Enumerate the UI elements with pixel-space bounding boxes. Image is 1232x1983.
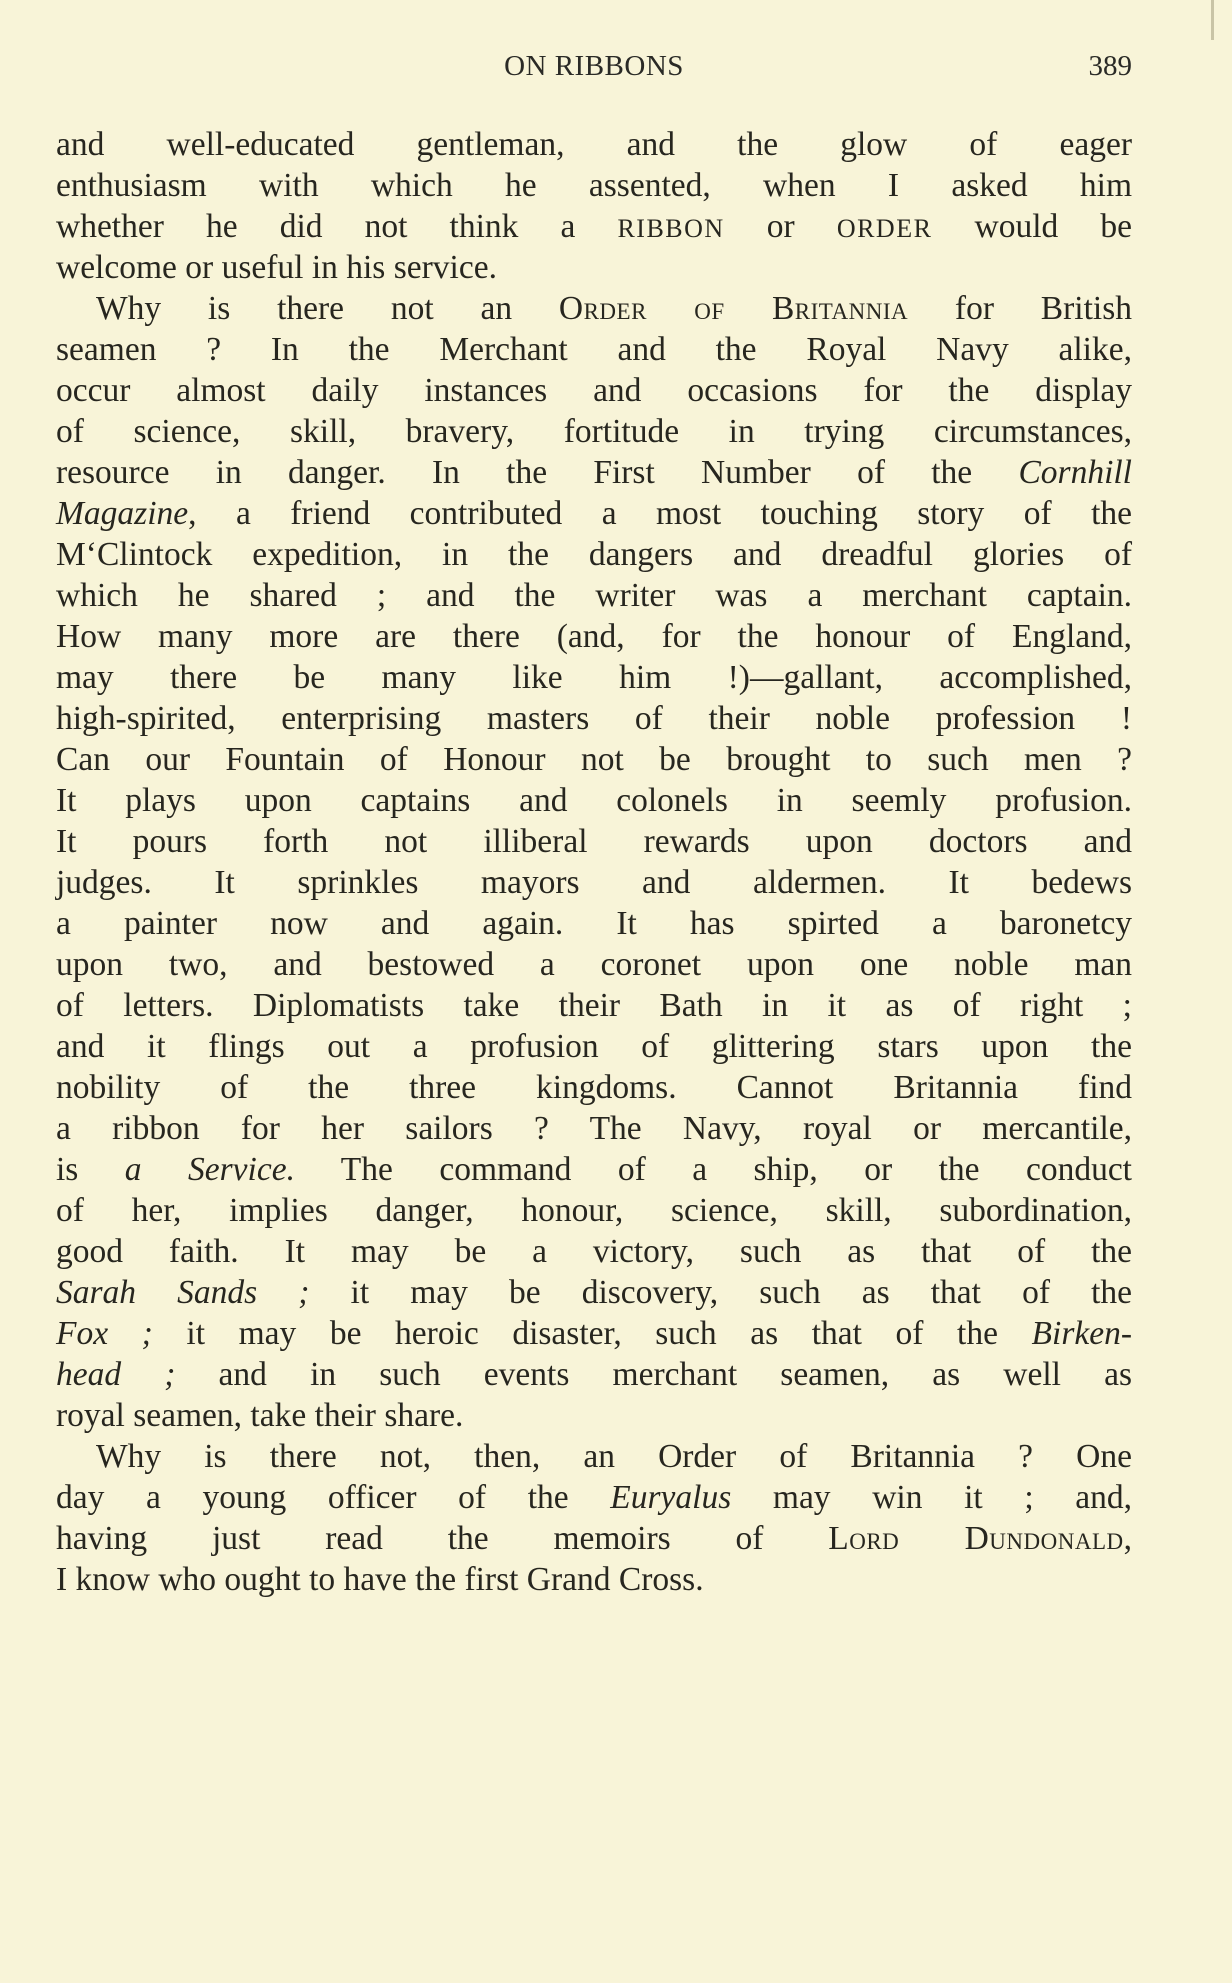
text-segment: Euryalus xyxy=(610,1479,732,1516)
text-segment: judges. It sprinkles mayors and aldermen. It bedews xyxy=(56,864,1132,901)
text-line xyxy=(56,780,1132,821)
text-segment: welcome or useful in his service. xyxy=(56,249,497,286)
text-line xyxy=(56,903,1132,944)
text-segment: and it flings out a profusion of glittering stars upon the xyxy=(56,1028,1132,1065)
text-segment: M‘Clintock expedition, in the dangers and dreadful glories of xyxy=(56,536,1132,573)
text-segment: , a friend contributed a most touching story of the xyxy=(188,495,1132,532)
text-line xyxy=(56,1354,1132,1395)
text-segment: Can our Fountain of Honour not be brought to such men ? xyxy=(56,741,1132,778)
text-segment: enthusiasm with which he assented, when I asked him xyxy=(56,167,1132,204)
text-segment: high-spirited, enterprising masters of their noble profession ! xyxy=(56,700,1132,737)
text-line xyxy=(56,1477,1132,1518)
text-segment: How many more are there (and, for the honour of England, xyxy=(56,618,1132,655)
text-segment: Order of Britannia xyxy=(558,290,909,327)
text-line xyxy=(56,1067,1132,1108)
text-segment: may there be many like him !)—gallant, accomplished, xyxy=(56,659,1132,696)
text-segment: nobility of the three kingdoms. Cannot Britannia find xyxy=(56,1069,1132,1106)
text-segment: RIBBON xyxy=(617,214,725,243)
text-line xyxy=(56,1559,1132,1600)
text-line xyxy=(56,1231,1132,1272)
text-segment: or xyxy=(724,208,837,245)
text-line xyxy=(56,616,1132,657)
text-segment: good faith. It may be a victory, such as that of the xyxy=(56,1233,1132,1270)
text-segment: a Service. xyxy=(124,1151,295,1188)
text-segment: it may be discovery, such as that of the xyxy=(309,1274,1132,1311)
page-header xyxy=(56,50,1132,90)
text-segment: seamen ? In the Merchant and the Royal Navy alike, xyxy=(56,331,1132,368)
text-segment: would be xyxy=(932,208,1133,245)
text-segment: of science, skill, bravery, fortitude in trying circumstances, xyxy=(56,413,1132,450)
text-line xyxy=(56,1108,1132,1149)
text-segment: ORDER xyxy=(836,214,933,243)
text-line xyxy=(56,944,1132,985)
text-line xyxy=(56,821,1132,862)
text-segment: of her, implies danger, honour, science, skill, subordination, xyxy=(56,1192,1132,1229)
text-line xyxy=(56,739,1132,780)
text-line xyxy=(56,1313,1132,1354)
text-line xyxy=(56,1149,1132,1190)
text-segment: and in such events merchant seamen, as well as xyxy=(175,1356,1133,1393)
text-segment: head ; xyxy=(56,1356,176,1393)
text-line xyxy=(56,985,1132,1026)
text-segment: Why is there not, then, an Order of Britannia ? One xyxy=(96,1438,1132,1475)
text-line xyxy=(56,1026,1132,1067)
text-segment: it may be heroic disaster, such as that of the xyxy=(152,1315,1032,1352)
text-segment: is xyxy=(56,1151,125,1188)
text-line xyxy=(56,165,1132,206)
text-segment: Sarah Sands ; xyxy=(56,1274,310,1311)
text-segment: and well-educated gentleman, and the glow of eager xyxy=(56,126,1132,163)
text-segment: Why is there not an xyxy=(96,290,559,327)
text-line xyxy=(56,452,1132,493)
text-segment: may win it ; and, xyxy=(731,1479,1133,1516)
text-segment: a painter now and again. It has spirted a baronetcy xyxy=(56,905,1132,942)
text-segment: having just read the memoirs of xyxy=(56,1520,829,1557)
text-line xyxy=(56,1395,1132,1436)
text-segment: Magazine xyxy=(56,495,189,532)
text-line xyxy=(56,1272,1132,1313)
text-line xyxy=(56,206,1132,247)
text-segment: Birken- xyxy=(1031,1315,1132,1352)
text-line xyxy=(56,493,1132,534)
text-segment: , xyxy=(1123,1520,1132,1557)
text-line xyxy=(56,247,1132,288)
body-text xyxy=(56,124,1132,1600)
text-segment: It plays upon captains and colonels in seemly profusion. xyxy=(56,782,1132,819)
text-segment: a ribbon for her sailors ? The Navy, royal or mercantile, xyxy=(56,1110,1132,1147)
text-segment: day a young officer of the xyxy=(56,1479,611,1516)
text-line xyxy=(56,370,1132,411)
text-segment: whether he did not think a xyxy=(56,208,618,245)
page-edge-mark xyxy=(1211,0,1214,40)
text-line xyxy=(56,124,1132,165)
text-segment: I know who ought to have the first Grand Cross. xyxy=(56,1561,704,1598)
page-number: 389 xyxy=(1088,50,1132,82)
text-segment: resource in danger. In the First Number of the xyxy=(56,454,1019,491)
text-line xyxy=(56,288,1132,329)
text-line xyxy=(56,698,1132,739)
text-segment: Fox ; xyxy=(56,1315,153,1352)
text-segment: Lord Dundonald xyxy=(828,1520,1124,1557)
text-line xyxy=(56,1436,1132,1477)
text-segment: for British xyxy=(908,290,1132,327)
text-segment: It pours forth not illiberal rewards upon doctors and xyxy=(56,823,1132,860)
text-segment: Cornhill xyxy=(1018,454,1132,491)
text-segment: which he shared ; and the writer was a merchant captain. xyxy=(56,577,1132,614)
text-segment: upon two, and bestowed a coronet upon one noble man xyxy=(56,946,1132,983)
text-segment: occur almost daily instances and occasions for the display xyxy=(56,372,1132,409)
text-line xyxy=(56,411,1132,452)
text-segment: royal seamen, take their share. xyxy=(56,1397,464,1434)
text-segment: of letters. Diplomatists take their Bath in it as of right ; xyxy=(56,987,1132,1024)
text-line xyxy=(56,575,1132,616)
running-title: ON RIBBONS xyxy=(504,50,684,82)
text-line xyxy=(56,534,1132,575)
text-segment: The command of a ship, or the conduct xyxy=(294,1151,1132,1188)
text-line xyxy=(56,1518,1132,1559)
text-line xyxy=(56,329,1132,370)
text-line xyxy=(56,1190,1132,1231)
text-line xyxy=(56,862,1132,903)
text-line xyxy=(56,657,1132,698)
